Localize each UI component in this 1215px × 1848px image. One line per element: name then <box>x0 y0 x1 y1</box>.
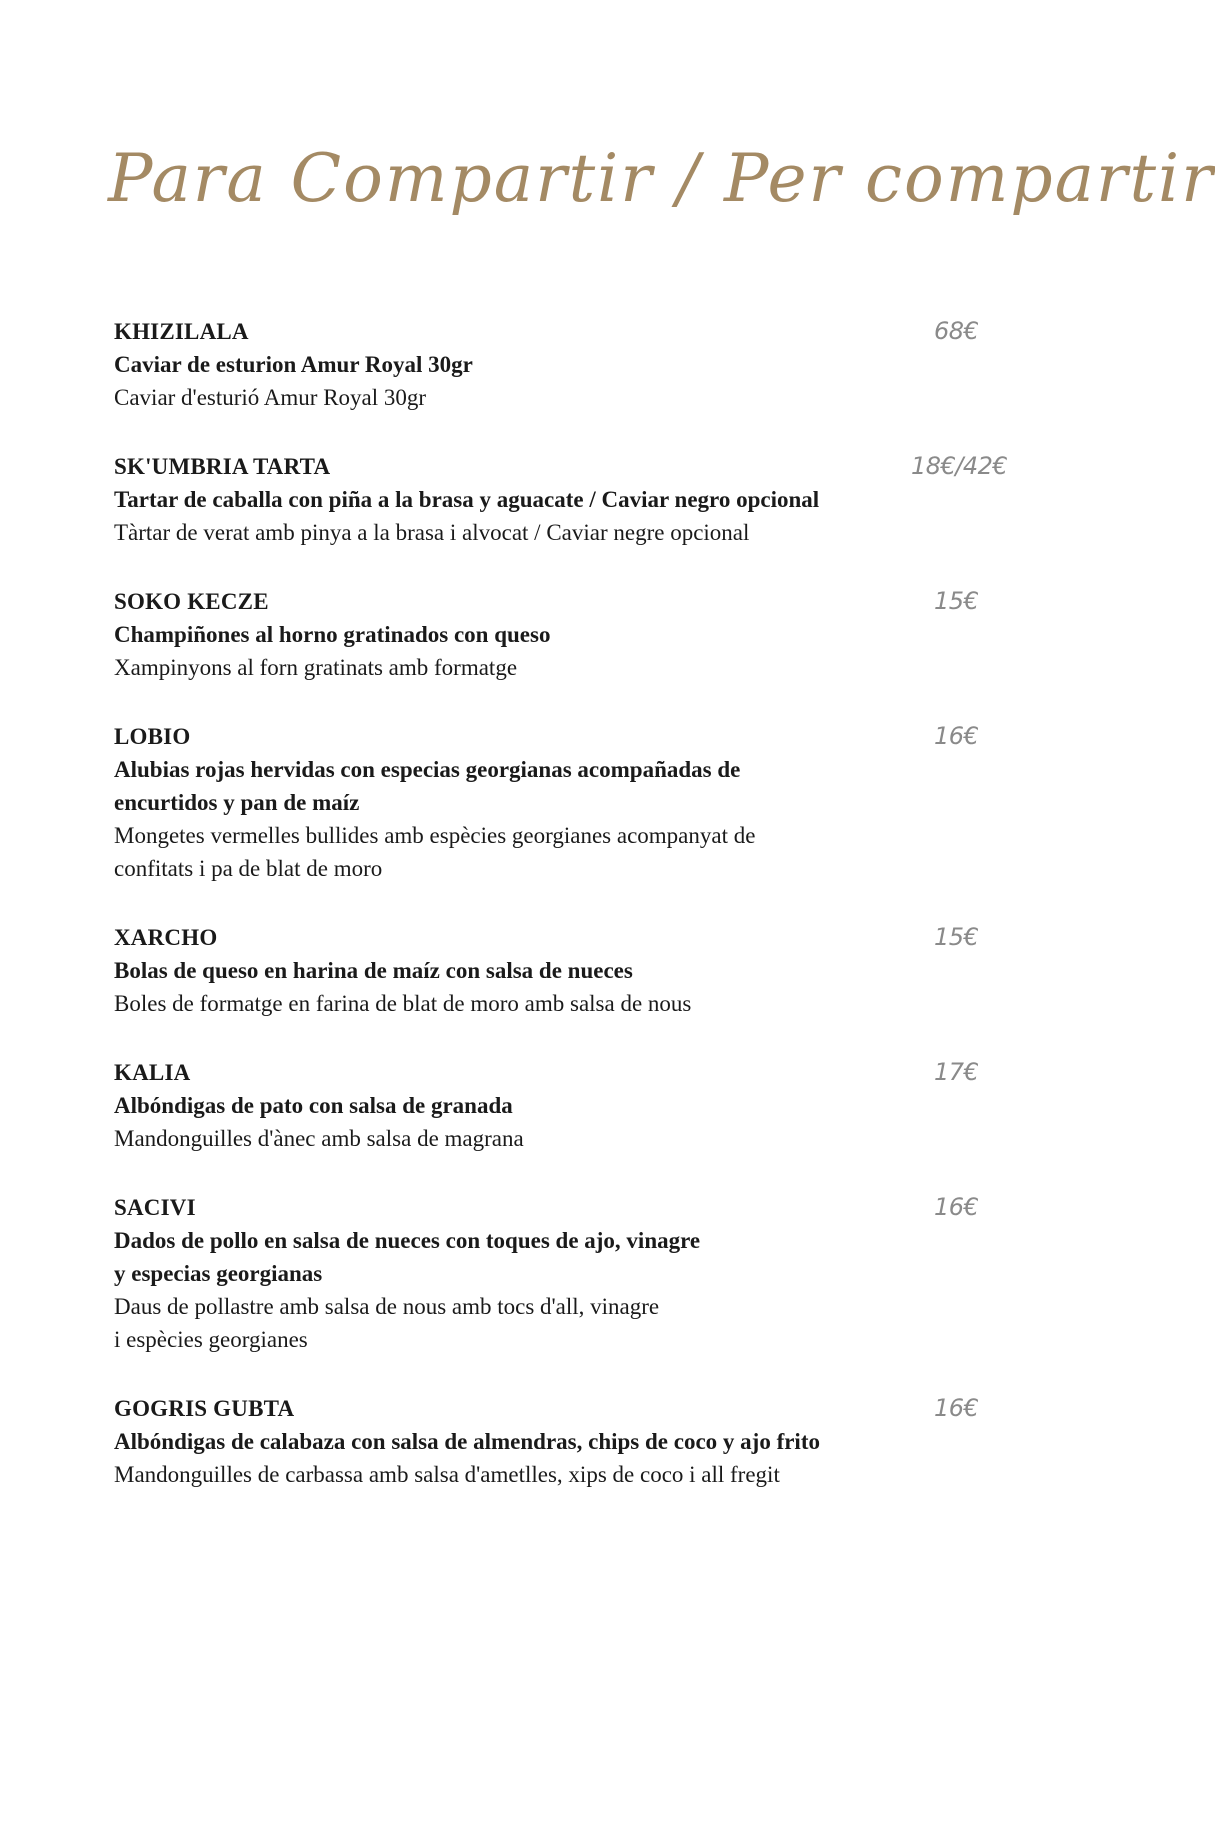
item-description-es: Dados de pollo en salsa de nueces con toques de ajo, vinagre y especias georgianas <box>114 1228 701 1286</box>
item-name: SOKO KECZE <box>114 589 269 614</box>
item-description-es: Albóndigas de pato con salsa de granada <box>114 1093 513 1118</box>
menu-item <box>114 1056 1014 1155</box>
menu-item <box>114 921 1014 1020</box>
item-description-ca: Boles de formatge en farina de blat de moro amb salsa de nous <box>114 991 692 1016</box>
item-name: LOBIO <box>114 724 191 749</box>
menu-item <box>114 720 1014 885</box>
item-description-ca: Mandonguilles d'ànec amb salsa de magrana <box>114 1126 524 1151</box>
menu-item <box>114 315 1014 414</box>
item-price: 16€ <box>934 1193 979 1221</box>
menu-item <box>114 585 1014 684</box>
item-description-es: Albóndigas de calabaza con salsa de almendras, chips de coco y ajo frito <box>114 1429 820 1454</box>
item-name: SK'UMBRIA TARTA <box>114 454 331 479</box>
menu-item <box>114 450 1014 549</box>
menu-item <box>114 1191 1014 1356</box>
item-price: 18€/42€ <box>911 452 1008 480</box>
menu-item <box>114 1392 1014 1491</box>
item-name: KALIA <box>114 1060 191 1085</box>
item-description-es: Champiñones al horno gratinados con queso <box>114 622 551 647</box>
item-price: 15€ <box>934 587 979 615</box>
item-description-ca: Xampinyons al forn gratinats amb formatge <box>114 655 518 680</box>
item-description-ca: Caviar d'esturió Amur Royal 30gr <box>114 385 427 410</box>
menu-list <box>114 315 1014 1527</box>
item-name: KHIZILALA <box>114 319 249 344</box>
item-description-es: Tartar de caballa con piña a la brasa y aguacate / Caviar negro opcional <box>114 487 820 512</box>
item-price: 15€ <box>934 923 979 951</box>
item-description-ca: Tàrtar de verat amb pinya a la brasa i alvocat / Caviar negre opcional <box>114 520 750 545</box>
item-description-ca: Mongetes vermelles bullides amb espècies georgianes acompanyat de confitats i pa de blat de moro <box>114 823 756 881</box>
item-price: 17€ <box>934 1058 979 1086</box>
page-title: Para Compartir / Per compartir <box>108 140 1215 217</box>
item-price: 16€ <box>934 722 979 750</box>
item-name: GOGRIS GUBTA <box>114 1396 295 1421</box>
item-description-ca: Daus de pollastre amb salsa de nous amb tocs d'all, vinagre i espècies georgianes <box>114 1294 660 1352</box>
item-name: SACIVI <box>114 1195 196 1220</box>
item-description-es: Caviar de esturion Amur Royal 30gr <box>114 352 473 377</box>
item-price: 68€ <box>934 317 979 345</box>
item-price: 16€ <box>934 1394 979 1422</box>
item-name: XARCHO <box>114 925 218 950</box>
item-description-es: Alubias rojas hervidas con especias georgianas acompañadas de encurtidos y pan de maíz <box>114 757 741 815</box>
item-description-ca: Mandonguilles de carbassa amb salsa d'ametlles, xips de coco i all fregit <box>114 1462 780 1487</box>
item-description-es: Bolas de queso en harina de maíz con salsa de nueces <box>114 958 633 983</box>
